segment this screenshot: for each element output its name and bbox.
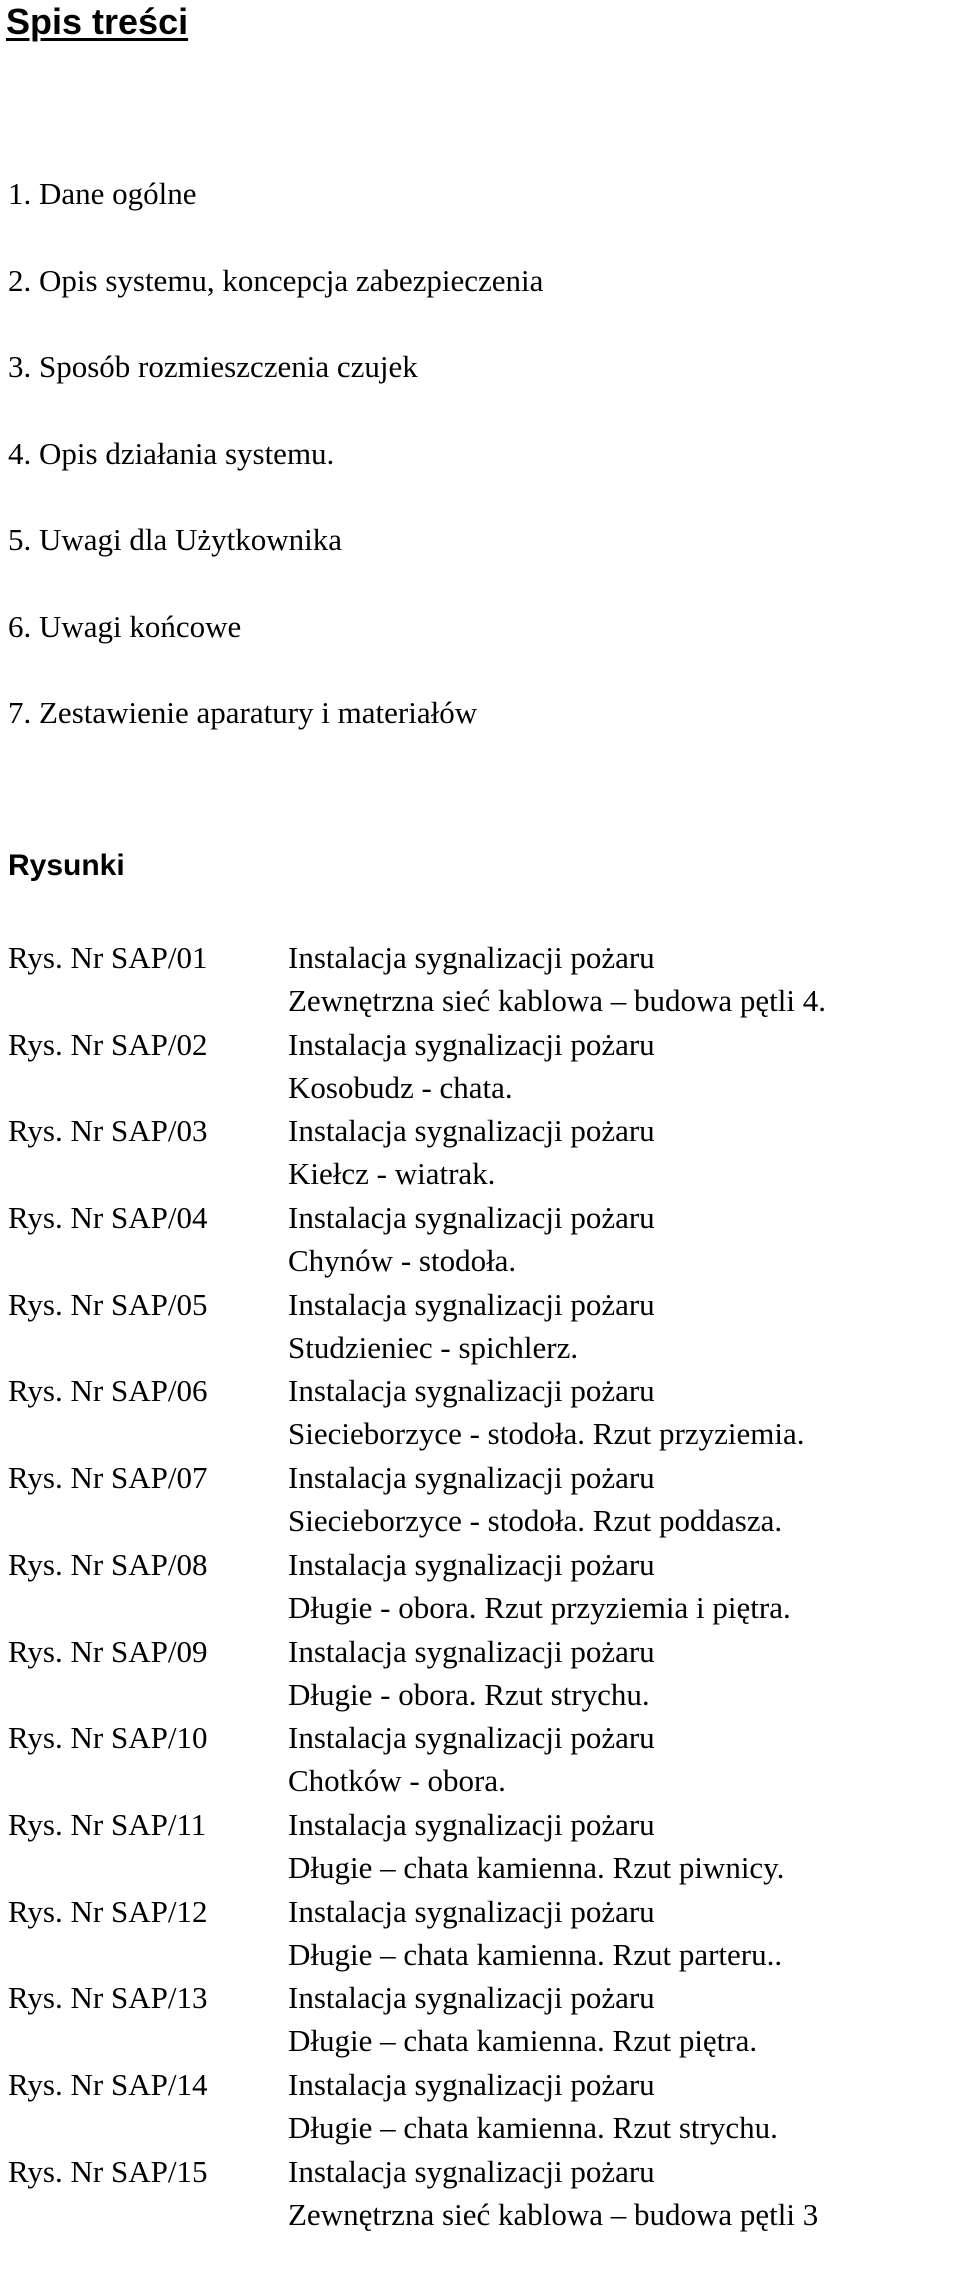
figure-subtitle: Chynów - stodoła.: [288, 1243, 517, 1279]
toc-item: 5. Uwagi dla Użytkownika: [8, 522, 343, 557]
figure-code: Rys. Nr SAP/12: [8, 1893, 208, 1929]
figures-heading: Rysunki: [8, 849, 125, 882]
figure-code: Rys. Nr SAP/10: [8, 1720, 208, 1756]
figure-code: Rys. Nr SAP/05: [8, 1286, 208, 1322]
figure-title: Instalacja sygnalizacji pożaru: [288, 1980, 655, 2016]
toc-item: 3. Sposób rozmieszczenia czujek: [8, 349, 418, 384]
figure-code: Rys. Nr SAP/14: [8, 2066, 208, 2102]
figure-title: Instalacja sygnalizacji pożaru: [288, 1200, 655, 1236]
page-title: Spis treści: [6, 1, 189, 42]
toc-item: 6. Uwagi końcowe: [8, 608, 242, 644]
table-of-contents: [8, 172, 543, 778]
figure-subtitle: Zewnętrzna sieć kablowa – budowa pętli 3: [288, 2196, 819, 2232]
figure-subtitle: Kosobudz - chata.: [288, 1069, 513, 1105]
figure-title: Instalacja sygnalizacji pożaru: [288, 2066, 655, 2102]
figure-title: Instalacja sygnalizacji pożaru: [288, 1026, 655, 1062]
figure-subtitle: Długie - obora. Rzut przyziemia i piętra.: [288, 1589, 791, 1625]
figure-title: Instalacja sygnalizacji pożaru: [288, 1373, 655, 1409]
figure-subtitle: Długie – chata kamienna. Rzut piętra.: [288, 2023, 758, 2059]
figure-title: Instalacja sygnalizacji pożaru: [288, 1720, 655, 1756]
figure-code: Rys. Nr SAP/01: [8, 940, 208, 975]
figure-code: Rys. Nr SAP/06: [8, 1373, 208, 1409]
figure-code: Rys. Nr SAP/03: [8, 1113, 208, 1149]
figure-title: Instalacja sygnalizacji pożaru: [288, 1113, 655, 1149]
figure-code: Rys. Nr SAP/09: [8, 1633, 208, 1669]
figure-subtitle: Długie – chata kamienna. Rzut strychu.: [288, 2109, 778, 2145]
figure-title: Instalacja sygnalizacji pożaru: [288, 1546, 655, 1582]
toc-item: 1. Dane ogólne: [8, 176, 197, 211]
toc-item: 4. Opis działania systemu.: [8, 435, 335, 471]
figure-code: Rys. Nr SAP/13: [8, 1980, 208, 2016]
figure-subtitle: Studzieniec - spichlerz.: [288, 1329, 579, 1365]
toc-item: 7. Zestawienie aparatury i materiałów: [8, 695, 478, 730]
figure-subtitle: Zewnętrzna sieć kablowa – budowa pętli 4.: [288, 983, 827, 1018]
figure-title: Instalacja sygnalizacji pożaru: [288, 1286, 655, 1322]
figure-title: Instalacja sygnalizacji pożaru: [288, 1893, 655, 1929]
toc-item: 2. Opis systemu, koncepcja zabezpieczenia: [8, 262, 544, 298]
figure-subtitle: Kiełcz - wiatrak.: [288, 1156, 496, 1192]
figure-title: Instalacja sygnalizacji pożaru: [288, 1633, 655, 1669]
figure-subtitle: Siecieborzyce - stodoła. Rzut przyziemia.: [288, 1416, 805, 1452]
figure-title: Instalacja sygnalizacji pożaru: [288, 1806, 655, 1842]
figure-code: Rys. Nr SAP/15: [8, 2153, 208, 2189]
figure-subtitle: Długie – chata kamienna. Rzut parteru..: [288, 1936, 783, 1972]
figure-code: Rys. Nr SAP/04: [8, 1200, 208, 1236]
figure-title: Instalacja sygnalizacji pożaru: [288, 940, 655, 975]
figure-subtitle: Chotków - obora.: [288, 1763, 506, 1799]
figure-subtitle: Długie - obora. Rzut strychu.: [288, 1676, 650, 1712]
figure-title: Instalacja sygnalizacji pożaru: [288, 1460, 655, 1496]
figure-code: Rys. Nr SAP/08: [8, 1546, 208, 1582]
figure-title: Instalacja sygnalizacji pożaru: [288, 2153, 655, 2189]
figure-code: Rys. Nr SAP/11: [8, 1806, 207, 1842]
figure-subtitle: Siecieborzyce - stodoła. Rzut poddasza.: [288, 1503, 783, 1539]
figure-code: Rys. Nr SAP/07: [8, 1460, 208, 1496]
figure-subtitle: Długie – chata kamienna. Rzut piwnicy.: [288, 1849, 785, 1885]
figure-code: Rys. Nr SAP/02: [8, 1026, 208, 1062]
